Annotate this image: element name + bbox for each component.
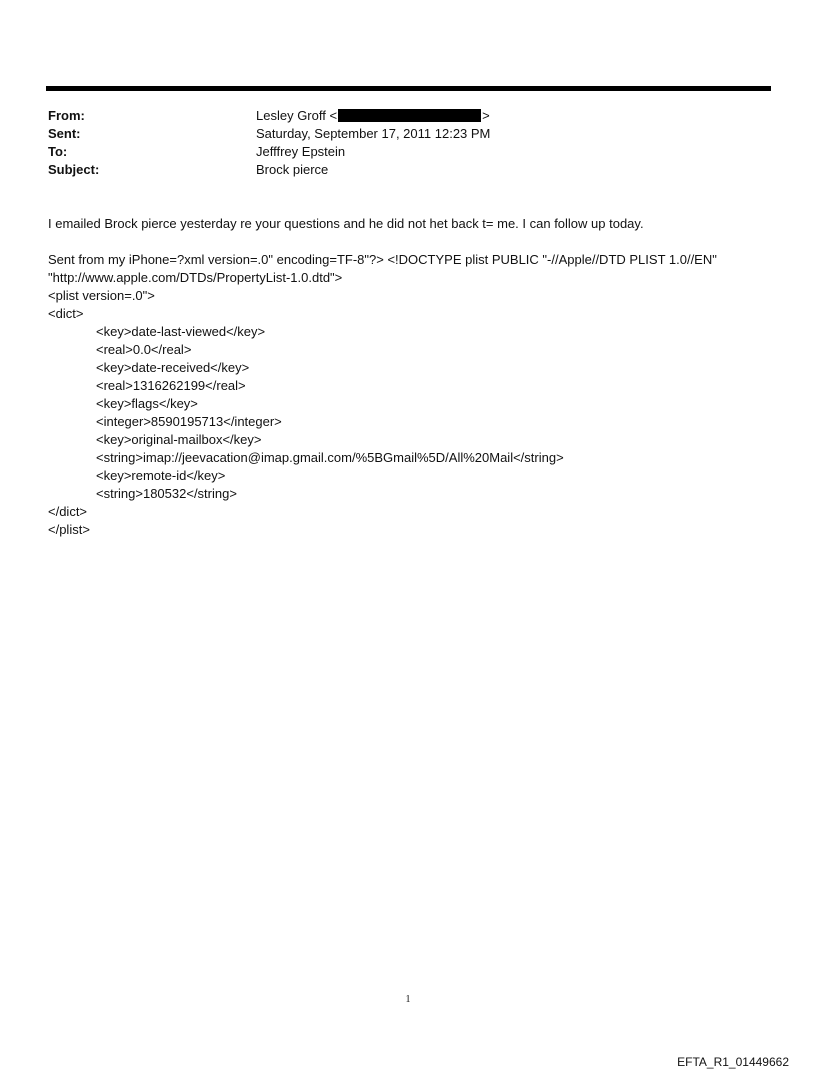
plist-line: </dict> xyxy=(48,504,88,519)
from-name: Lesley Groff < xyxy=(256,108,338,123)
plist-line: </plist> xyxy=(48,522,90,537)
plist-line: <real>1316262199</real> xyxy=(96,378,246,393)
plist-line: <string>imap://jeevacation@imap.gmail.com/%5BGmail%5D/All%20Mail</string> xyxy=(96,450,564,465)
redaction-block xyxy=(338,109,481,122)
sent-label: Sent: xyxy=(48,126,81,141)
bates-number: EFTA_R1_01449662 xyxy=(677,1055,789,1069)
plist-line: Sent from my iPhone=?xml version=.0" encoding=TF-8"?> <!DOCTYPE plist PUBLIC "-//Apple//DTD PLIST 1.0//EN" xyxy=(48,252,717,267)
plist-line: "http://www.apple.com/DTDs/PropertyList-1.0.dtd"> xyxy=(48,270,343,285)
from-value xyxy=(256,107,490,125)
to-value: Jefffrey Epstein xyxy=(256,144,346,159)
plist-line: <real>0.0</real> xyxy=(96,342,192,357)
plist-line: <integer>8590195713</integer> xyxy=(96,414,282,429)
plist-line: <key>flags</key> xyxy=(96,396,198,411)
plist-line: <key>original-mailbox</key> xyxy=(96,432,262,447)
plist-line: <key>date-received</key> xyxy=(96,360,250,375)
subject-row xyxy=(48,161,748,179)
header-divider xyxy=(46,86,771,91)
subject-label: Subject: xyxy=(48,162,100,177)
plist-line: <dict> xyxy=(48,306,84,321)
to-row xyxy=(48,143,748,161)
sent-value: Saturday, September 17, 2011 12:23 PM xyxy=(256,126,491,141)
message-text: I emailed Brock pierce yesterday re your questions and he did not het back t= me. I can follow up today. xyxy=(48,216,644,231)
plist-line: <string>180532</string> xyxy=(96,486,237,501)
plist-line: <key>date-last-viewed</key> xyxy=(96,324,266,339)
subject-value: Brock pierce xyxy=(256,162,329,177)
from-row xyxy=(48,107,748,125)
page-number: 1 xyxy=(405,994,411,1005)
from-label: From: xyxy=(48,108,85,123)
from-email-suffix: > xyxy=(482,108,490,123)
plist-line: <key>remote-id</key> xyxy=(96,468,226,483)
to-label: To: xyxy=(48,144,68,159)
plist-line: <plist version=.0"> xyxy=(48,288,155,303)
sent-row xyxy=(48,125,748,143)
